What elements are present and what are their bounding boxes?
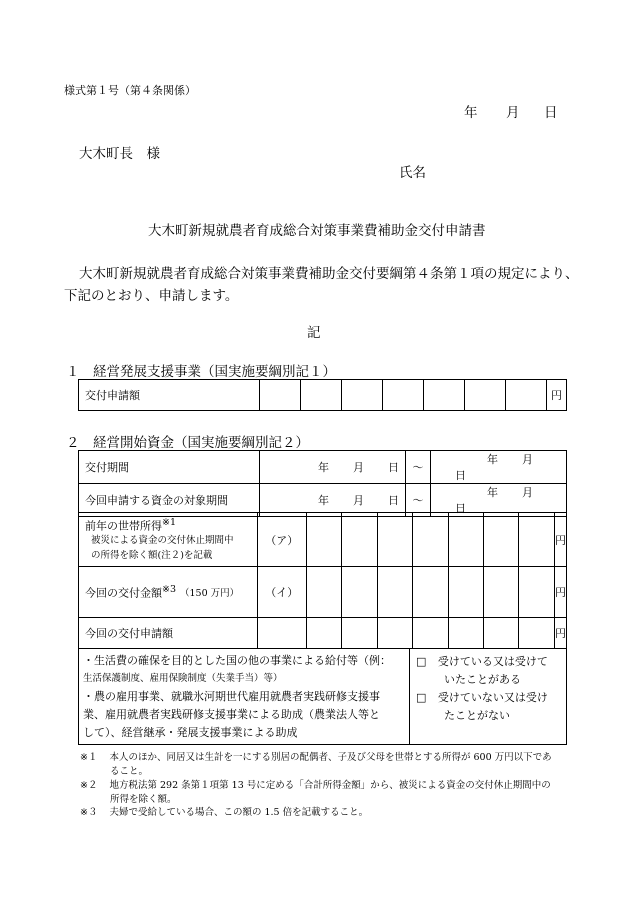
note-3: ※３ 夫婦で受給している場合、この額の 1.5 倍を記載すること。 bbox=[80, 807, 369, 818]
option-received[interactable]: □ 受けている又は受けて bbox=[416, 655, 548, 668]
digit-cell[interactable] bbox=[465, 380, 506, 411]
taisho-kikan-start[interactable]: 年 月 日 bbox=[260, 484, 406, 517]
kofu-kikan-start[interactable]: 年 月 日 bbox=[260, 451, 406, 484]
yen-unit: 円 bbox=[555, 567, 567, 618]
tilde: 〜 bbox=[406, 451, 431, 484]
document-title: 大木町新規就農者育成総合対策事業費補助金交付申請書 bbox=[148, 223, 486, 239]
digit-cell[interactable] bbox=[306, 618, 341, 649]
addressee: 大木町長 様 bbox=[79, 146, 160, 162]
digit-cell[interactable] bbox=[448, 567, 483, 618]
name-label: 氏名 bbox=[399, 165, 426, 181]
digit-cell[interactable] bbox=[342, 618, 377, 649]
kofu-kikan-label: 交付期間 bbox=[79, 451, 260, 484]
ki-marker: 記 bbox=[307, 325, 321, 341]
other-benefits-options: □ 受けている又は受けて いたことがある □ 受けていない又は受け たことがない bbox=[410, 649, 567, 745]
digit-cell[interactable] bbox=[413, 513, 448, 567]
mark-i: （イ） bbox=[257, 567, 306, 618]
body-line-1: 大木町新規就農者育成総合対策事業費補助金交付要綱第４条第１項の規定により、 bbox=[79, 266, 579, 282]
digit-cell[interactable] bbox=[413, 618, 448, 649]
yen-unit: 円 bbox=[547, 380, 567, 411]
taisho-kikan-end[interactable]: 年 月日 bbox=[431, 484, 567, 517]
note-2: ※２ 地方税法第 292 条第１項第 13 号に定める「合計所得金額」から、被災による資金の交付休止期間中の 所得を除く額。 bbox=[80, 780, 551, 805]
date-year-label: 年 bbox=[464, 105, 478, 121]
apply-amount-label: 今回の交付申請額 bbox=[79, 618, 258, 649]
digit-cell[interactable] bbox=[413, 567, 448, 618]
digit-cell[interactable] bbox=[519, 567, 555, 618]
taisho-kikan-label: 今回申請する資金の対象期間 bbox=[79, 484, 260, 517]
digit-cell[interactable] bbox=[424, 380, 465, 411]
date-day-label: 日 bbox=[544, 105, 558, 121]
date-month-label: 月 bbox=[506, 105, 520, 121]
tilde: 〜 bbox=[406, 484, 431, 517]
digit-cell[interactable] bbox=[342, 567, 377, 618]
digit-cell[interactable] bbox=[306, 513, 341, 567]
option-not-received[interactable]: □ 受けていない又は受け bbox=[416, 691, 548, 704]
digit-cell[interactable] bbox=[342, 513, 377, 567]
digit-cell[interactable] bbox=[448, 513, 483, 567]
prev-income-label: 前年の世帯所得$^{※1}$ 被災による資金の交付休止期間中 の所得を除く額(注２)を記載 bbox=[79, 513, 258, 567]
digit-cell[interactable] bbox=[260, 380, 301, 411]
digit-cell[interactable] bbox=[483, 513, 518, 567]
yen-unit: 円 bbox=[555, 618, 567, 649]
digit-cell[interactable] bbox=[306, 567, 341, 618]
digit-cell[interactable] bbox=[301, 380, 342, 411]
digit-cell[interactable] bbox=[483, 618, 518, 649]
checkbox-received[interactable]: □ bbox=[416, 655, 427, 668]
digit-cell[interactable] bbox=[448, 618, 483, 649]
section1-row-label: 交付申請額 bbox=[79, 380, 260, 411]
grant-amount-label: 今回の交付金額$^{※3}$ （150 万円） bbox=[79, 567, 258, 618]
section2-other-benefits-table bbox=[78, 648, 567, 745]
other-benefits-description: ・生活費の確保を目的とした国の他の事業による給付等（例： 生活保護制度、雇用保険制度（失業手当）等） ・農の雇用事業、就職氷河期世代雇用就農者実践研修支援事 業、雇用就農者実践研修支援事業による助成（農業法人等と して）、経営継承・発展支援事業による助成 bbox=[79, 649, 410, 745]
yen-unit: 円 bbox=[555, 513, 567, 567]
digit-cell[interactable] bbox=[377, 618, 412, 649]
section2-heading: ２ 経営開始資金（国実施要綱別記２） bbox=[66, 435, 309, 451]
digit-cell[interactable] bbox=[342, 380, 383, 411]
apply-mark-cell bbox=[257, 618, 306, 649]
note-1: ※１ 本人のほか、同居又は生計を一にする別居の配偶者、子及び父母を世帯とする所得が 600 万円以下であ ること。 bbox=[80, 752, 552, 777]
form-number: 様式第１号（第４条関係） bbox=[64, 84, 196, 97]
digit-cell[interactable] bbox=[519, 618, 555, 649]
digit-cell[interactable] bbox=[519, 513, 555, 567]
checkbox-not-received[interactable]: □ bbox=[416, 691, 427, 704]
section2-period-table bbox=[78, 450, 567, 517]
digit-cell[interactable] bbox=[377, 567, 412, 618]
digit-cell[interactable] bbox=[506, 380, 547, 411]
section1-heading: １ 経営発展支援事業（国実施要綱別記１） bbox=[66, 364, 336, 380]
digit-cell[interactable] bbox=[383, 380, 424, 411]
section1-table bbox=[78, 379, 567, 411]
body-line-2: 下記のとおり、申請します。 bbox=[64, 288, 239, 304]
digit-cell[interactable] bbox=[483, 567, 518, 618]
section2-amount-table bbox=[78, 512, 567, 649]
digit-cell[interactable] bbox=[377, 513, 412, 567]
kofu-kikan-end[interactable]: 年 月日 bbox=[431, 451, 567, 484]
mark-a: （ア） bbox=[257, 513, 306, 567]
